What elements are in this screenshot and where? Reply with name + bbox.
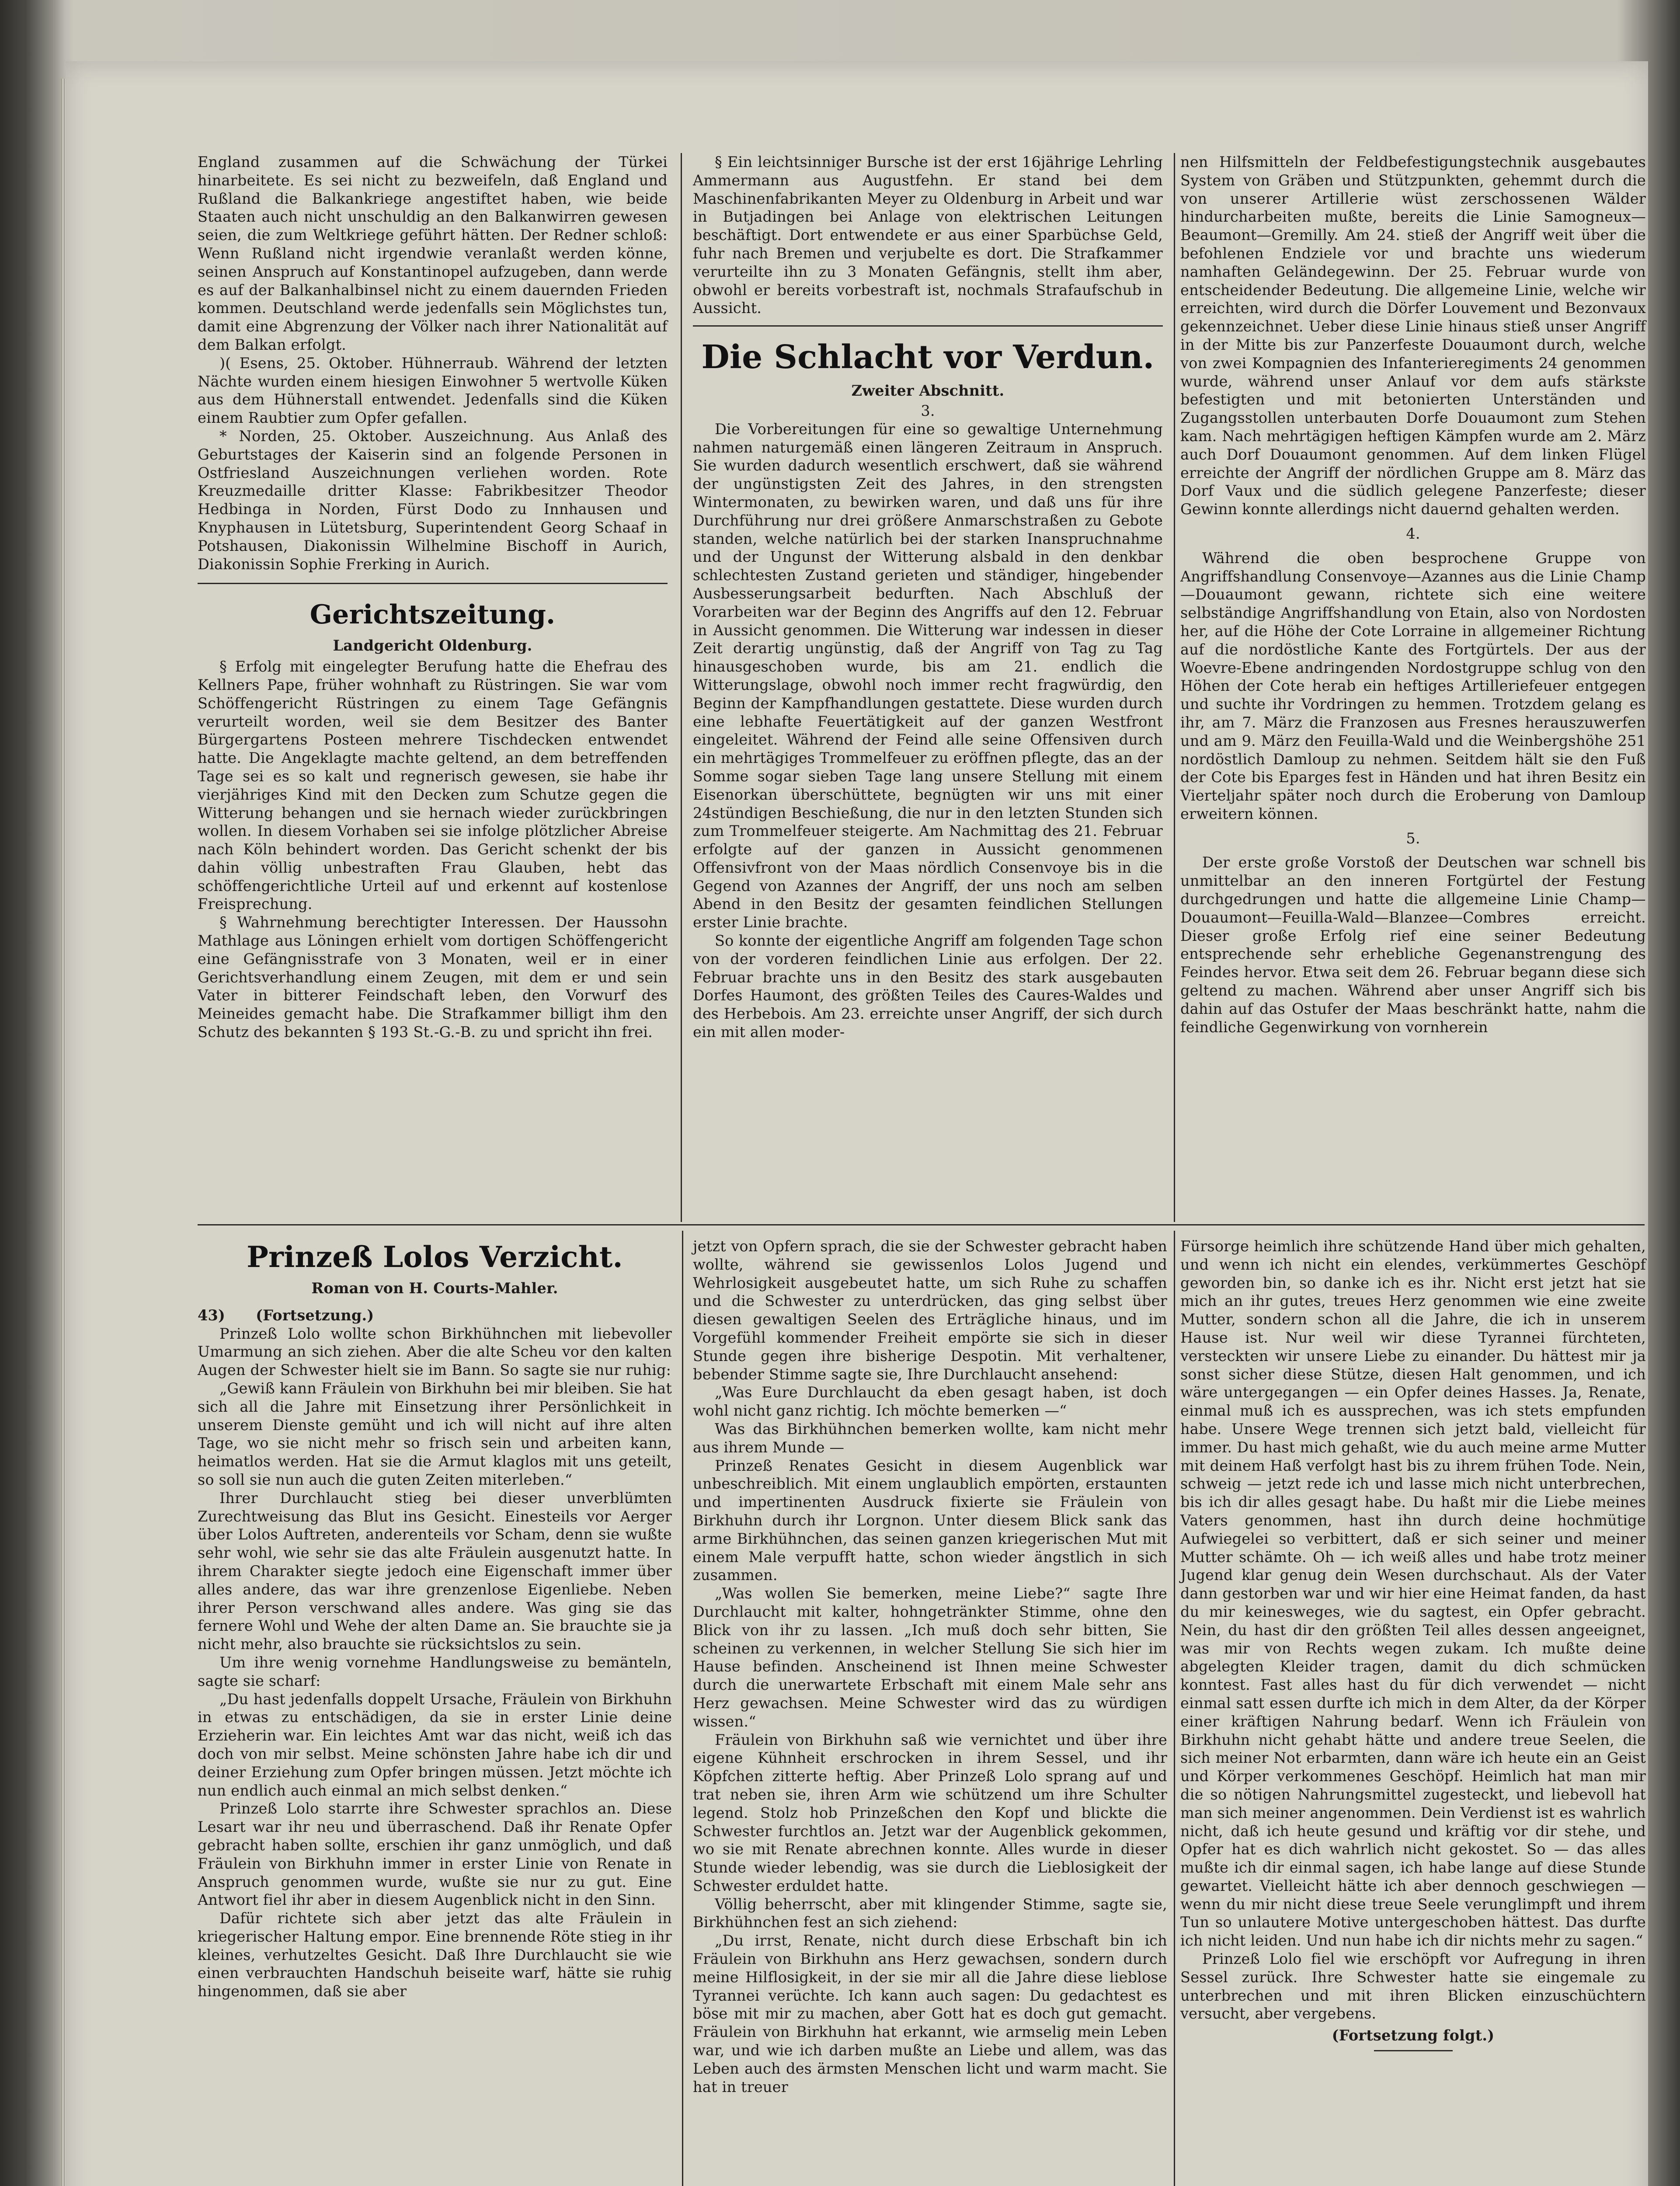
article-title: Die Schlacht vor Verdun. <box>701 338 1155 376</box>
paragraph: jetzt von Opfern sprach, die sie der Schwester gebracht haben wollte, während sie gewissenlos Lolos Jugend und Wehrlosigkeit ausgebeutet hatte, um sich Ruhe zu schaffen und die Schwester zu unterdrücken, das ging selbst über diesen gewaltigen Seelen des Erträgliche hinaus, und im Vorgefühl kommender Freiheit empörte sie sich in dieser Stunde gegen ihre bisherige Despotin. Mit verhaltener, bebender Stimme sagte sie, Ihre Durchlaucht ansehend: <box>693 1238 1167 1383</box>
article-subtitle: Zweiter Abschnitt. <box>851 382 1005 400</box>
continuation-note: (Fortsetzung.) <box>256 1306 374 1324</box>
column-rule <box>1174 1231 1175 2186</box>
novel-column-2 <box>693 1237 1167 2096</box>
paragraph: Um ihre wenig vornehme Handlungsweise zu bemänteln, sagte sie scharf: <box>198 1653 672 1689</box>
novel-column-3 <box>1180 1237 1646 2057</box>
paragraph: So konnte der eigentliche Angriff am folgenden Tage schon von der vorderen feindlichen Linie aus erfolgen. Der 22. Februar brachte uns in den Besitz des stark ausgebauten Dorfes Haumont, des größten Teiles des Caures-Waldes und des Herbebois. Am 23. erreichte unser Angriff, der sich durch ein mit allen moder- <box>693 932 1163 1041</box>
paragraph: „Du irrst, Renate, nicht durch diese Erbschaft bin ich Fräulein von Birkhuhn ans Herz gewachsen, sondern durch meine Hilflosigkeit, in der sie mir all die Jahre diese lieblose Tyrannei verüchte. Ich kann auch sagen: Du gedachtest es böse mit mir zu machen, aber Gott hat es doch gut gemacht. Fräulein von Birkhuhn hat erkannt, wie armselig mein Leben war, und wie ich darben mußte an Liebe und allem, was das Leben auch des ärmsten Menschen licht und warm macht. Sie hat in treuer <box>693 1932 1167 2095</box>
paragraph: „Du hast jedenfalls doppelt Ursache, Fräulein von Birkhuhn in etwas zu entschädigen, da sie in erster Linie deine Erzieherin war. Ein leichtes Amt war das nicht, weiß ich das doch von mir selbst. Meine schönsten Jahre habe ich dir und deiner Erziehung zum Opfer bringen müssen. Jetzt möchte ich nun endlich auch einmal an mich selbst denken.“ <box>198 1690 672 1799</box>
paragraph: Die Vorbereitungen für eine so gewaltige Unternehmung nahmen naturgemäß einen längeren Zeitraum in Anspruch. Sie wurden dadurch wesentlich erschwert, daß sie während der ungünstigsten Zeit des Jahres, in den strengsten Wintermonaten, zu bewirken waren, und daß uns für ihre Durchführung nur drei größere Anmarschstraßen zu Gebote standen, welche natürlich bei der starken Inanspruchnahme und der Ungunst der Witterung alsbald in den denkbar schlechtesten Zustand gerieten und ständiger, hingebender Ausbesserungsarbeit bedurften. Nach Abschluß der Vorarbeiten war der Beginn des Angriffs auf den 12. Februar in Aussicht genommen. Die Witterung war indessen in dieser Zeit derartig ungünstig, daß der Angriff von Tag zu Tag hinausgeschoben wurde, bis am 21. endlich die Witterungslage, obwohl noch immer recht fragwürdig, den Beginn der Kampfhandlungen gestattete. Diese wurden durch eine lebhafte Feuertätigkeit auf der ganzen Westfront eingeleitet. Während der Feind alle seine Offensiven durch ein mehrtägiges Trommelfeuer zu eröffnen pflegte, das an der Somme sogar sieben Tage lang unsere Stellung mit einem Eisenorkan überschüttete, begnügten wir uns mit einer 24stündigen Beschießung, die nur in den letzten Stunden sich zum Trommelfeuer steigerte. Am Nachmittag des 21. Februar erfolgte auf der ganzen in Aussicht genommenen Offensivfront von der Maas nördlich Consenvoye bis in die Gegend von Azannes der Angriff, der uns noch am selben Abend in den Besitz der gesamten feindlichen Stellungen erster Linie brachte. <box>693 420 1163 931</box>
section-number: 3. <box>921 402 935 419</box>
column-rule <box>681 153 682 1222</box>
novel-byline: Roman von H. Courts-Mahler. <box>311 1280 558 1297</box>
paragraph: Prinzeß Lolo fiel wie erschöpft vor Aufregung in ihren Sessel zurück. Ihre Schwester hatte sie eingemale zu unterbrechen und mit ihren Blicken einzuschüchtern versucht, aber vergebens. <box>1180 1950 1646 2022</box>
to-be-continued: (Fortsetzung folgt.) <box>1332 2027 1495 2044</box>
top-middle-column <box>693 153 1163 1041</box>
column-rule <box>1174 153 1175 1222</box>
paragraph: § Wahrnehmung berechtigter Interessen. Der Haussohn Mathlage aus Löningen erhielt vom dortigen Schöffengericht eine Gefängnisstrafe von 3 Monaten, weil er in einer Gerichtsverhandlung einem Zeugen, mit dem er und sein Vater in bitterer Feindschaft leben, den Vorwurf des Meineides gemacht habe. Die Strafkammer billigt ihm den Schutz des bekannten § 193 St.-G.-B. zu und spricht ihn frei. <box>198 914 668 1041</box>
paragraph: „Gewiß kann Fräulein von Birkhuhn bei mir bleiben. Sie hat sich all die Jahre mit Einsetzung ihrer Persönlichkeit in unserem Dienste gemüht und ich will nicht auf ihre alten Tage, wo sie nicht mehr so frisch sein und arbeiten kann, heimatlos werden. Hat sie die Armut klaglos mit uns geteilt, so soll sie nun auch die guten Zeiten miterleben.“ <box>198 1379 672 1488</box>
installment-number: 43) <box>198 1306 226 1324</box>
section-title: Gerichtszeitung. <box>310 599 556 630</box>
paragraph: Prinzeß Lolo wollte schon Birkhühnchen mit liebevoller Umarmung an sich ziehen. Aber die alte Scheu vor den kalten Augen der Schwester hielt sie im Bann. So sagte sie nur ruhig: <box>198 1325 672 1379</box>
paragraph: * Norden, 25. Oktober. Auszeichnung. Aus Anlaß des Geburtstages der Kaiserin sind an folgende Personen in Ostfriesland Auszeichnungen verliehen worden. Rote Kreuzmedaille dritter Klasse: Fabrikbesitzer Theodor Hedbinga in Norden, Fürst Dodo zu Innhausen und Knyphausen in Lütetsburg, Superintendent Georg Schaaf in Potshausen, Diakonissin Wilhelmine Bischoff in Aurich, Diakonissin Sophie Frerking in Aurich. <box>198 427 668 573</box>
paragraph: § Ein leichtsinniger Bursche ist der erst 16jährige Lehrling Ammermann aus Augustfehn. Er stand bei dem Maschinenfabrikanten Meyer zu Oldenburg in Arbeit und war in Butjadingen bei Anlage von elektrischen Leitungen beschäftigt. Dort entwendete er aus einer Sparbüchse Geld, fuhr nach Bremen und verjubelte es dort. Die Strafkammer verurteilte ihn zu 3 Monaten Gefängnis, stellt ihm aber, obwohl er bereits vorbestraft ist, nochmals Strafaufschub in Aussicht. <box>693 153 1163 317</box>
paragraph: Während die oben besprochene Gruppe von Angriffshandlung Consenvoye—Azannes aus die Linie Champ—Douaumont gewann, richtete sich eine weitere selbständige Angriffshandlung von Etain, also von Nordosten her, auf die Höhe der Cote Lorraine in allgemeiner Richtung auf die nordöstliche Kante des Fortgürtels. Der aus der Woevre-Ebene andringenden Nordostgruppe schlug von den Höhen der Cote herab ein heftiges Artilleriefeuer entgegen und suchte ihr Vordringen zu hemmen. Trotzdem gelang es ihr, am 7. März die Franzosen aus Fresnes herauszuwerfen und am 9. März den Feuilla-Wald und die Weinbergshöhe 251 nordöstlich Damloup zu nehmen. Seitdem hält sie den Fuß der Cote bis Eparges fest in Händen und hat ihren Besitz ein Vierteljahr später noch durch die Eroberung von Damloup erweitern können. <box>1180 549 1646 822</box>
paragraph: England zusammen auf die Schwächung der Türkei hinarbeitete. Es sei nicht zu bezweifeln, daß England und Rußland die Balkankriege angestiftet haben, wie beide Staaten auch nicht unschuldig an den Balkanwirren gewesen seien, die zum Weltkriege geführt hätten. Der Redner schloß: Wenn Rußland nicht irgendwie veranlaßt werden könne, seinen Anspruch auf Konstantinopel aufzugeben, dann werde es auf der Balkanhalbinsel nicht zu einem dauernden Frieden kommen. Deutschland werde jedenfalls sein Möglichstes tun, damit eine Abgrenzung der Völker nach ihrer Nationalität auf dem Balkan erfolgt. <box>198 153 668 353</box>
paragraph: Fräulein von Birkhuhn saß wie vernichtet und über ihre eigene Kühnheit erschrocken in ihrem Sessel, und ihr Köpfchen zitterte heftig. Aber Prinzeß Lolo sprang auf und trat neben sie, ihren Arm wie schützend um ihre Schulter legend. Stolz hob Prinzeßchen den Kopf und blickte die Schwester furchtlos an. Jetzt war der Augenblick gekommen, wo sie mit Renate abrechnen konnte. Alles wurde in dieser Stunde wieder lebendig, was sie durch die Lieblosigkeit der Schwester erduldet hatte. <box>693 1731 1167 1894</box>
section-rule <box>693 325 1163 327</box>
page-divider <box>198 1224 1645 1225</box>
section-number: 5. <box>1406 829 1420 847</box>
paragraph: Was das Birkhühnchen bemerken wollte, kam nicht mehr aus ihrem Munde — <box>693 1420 1167 1456</box>
paragraph: § Erfolg mit eingelegter Berufung hatte die Ehefrau des Kellners Pape, früher wohnhaft zu Rüstringen. Sie war vom Schöffengericht Rüstringen zu einem Tage Gefängnis verurteilt worden, weil sie dem Besitzer des Banter Bürgergartens Posteen mehrere Tischdecken entwendet hatte. Die Angeklagte machte geltend, an dem betreffenden Tage sei es so kalt und regnerisch gewesen, sie habe ihr vierjähriges Kind mit den Decken zum Schutze gegen die Witterung behangen und sie hernach wieder zurückbringen wollen. In diesem Vorhaben sei sie infolge plötzlicher Abreise nach Köln behindert worden. Das Gericht schenkt der bis dahin völlig unbestraften Frau Glauben, hebt das schöffengerichtliche Urteil auf und erkennt auf kostenlose Freisprechung. <box>198 658 668 913</box>
top-left-column <box>198 153 668 1041</box>
paragraph: Prinzeß Lolo starrte ihre Schwester sprachlos an. Diese Lesart war ihr neu und überraschend. Daß ihr Renate Opfer gebracht haben sollte, erschien ihr ganz unmöglich, und daß Fräulein von Birkhuhn immer in erster Linie von Renate in Anspruch genommen wurde, wußte sie nur zu gut. Eine Antwort fiel ihr aber in diesem Augenblick nicht in den Sinn. <box>198 1800 672 1909</box>
section-rule <box>198 583 668 584</box>
paragraph: „Was Eure Durchlaucht da eben gesagt haben, ist doch wohl nicht ganz richtig. Ich möchte bemerken —“ <box>693 1384 1167 1420</box>
court-title: Landgericht Oldenburg. <box>333 637 532 654</box>
paragraph: Dafür richtete sich aber jetzt das alte Fräulein in kriegerischer Haltung empor. Eine brennende Röte stieg in ihr kleines, verhutzeltes Gesicht. Daß Ihre Durchlaucht sie wie einen verbrauchten Handschuh beiseite warf, hätte sie ruhig hingenommen, daß sie aber <box>198 1910 672 2000</box>
paragraph: Fürsorge heimlich ihre schützende Hand über mich gehalten, und wenn ich nicht ein elendes, verkümmertes Geschöpf geworden bin, so danke ich es ihr. Nicht erst jetzt hat sie mich an ihr gutes, treues Herz genommen wie eine zweite Mutter, sondern schon all die Jahre, die ich in unserem Hause ist. Nur weil wir diese Tyrannei fürchteten, versteckten wir unsere Liebe zu einander. Du hättest mir ja sonst sicher diese Stütze, diesen Halt genommen, und ich wäre untergegangen — ein Opfer deines Hasses. Ja, Renate, einmal muß ich es aussprechen, was ich stets empfunden habe. Unsere Wege trennen sich jetzt bald, vielleicht für immer. Du hast mich gehaßt, wie du auch meine arme Mutter mit deinem Haß verfolgt hast bis zu ihrem frühen Tode. Nein, schweig — jetzt rede ich und lasse mich nicht unterbrechen, bis ich dir alles gesagt habe. Du haßt mir die Liebe meines Vaters genommen, hast ihn durch deine hochmütige Aufwiegelei so verbittert, daß er sich seiner und meiner Mutter schämte. Oh — ich weiß alles und habe trotz meiner Jugend klar genug dein Wesen durchschaut. Als der Vater dann gestorben war und wir hier eine Heimat fanden, da hast du mir keinesweges, wie du sagtest, ein Opfer gebracht. Nein, du hast dir den größten Teil alles dessen angeeignet, was mir von Rechts wegen zukam. Ich mußte deine abgelegten Kleider tragen, damit du dich schmücken konntest. Fast alles hast du für dich verwendet — nicht einmal satt essen durfte ich mich in dem Alter, da der Körper einer kräftigen Nahrung bedarf. Wenn ich Fräulein von Birkhuhn nicht gehabt hätte und andere treue Seelen, die sich meiner Not erbarmten, dann wäre ich heute ein an Geist und Körper verkommenes Geschöpf. Heimlich hat man mir die so nötigen Nahrungsmittel zugesteckt, und liebevoll hat man sich meiner angenommen. Dein Verdienst ist es wahrlich nicht, daß ich heute gesund und kräftig vor dir stehe, und Opfer hat es dich wahrlich nicht gekostet. So — das alles mußte ich dir einmal sagen, ich habe lange auf diese Stunde gewartet. Vielleicht hätte ich aber dennoch geschwiegen — wenn du mir nicht diese treue Seele verunglimpft und ihrem Tun so unlautere Motive untergeschoben hättest. Das durfte ich nicht leiden. Und nun habe ich dir nichts mehr zu sagen.“ <box>1180 1238 1646 1949</box>
paragraph: „Was wollen Sie bemerken, meine Liebe?“ sagte Ihre Durchlaucht mit kalter, hohngetränkter Stimme, ohne den Blick von ihr zu lassen. „Ich muß doch sehr bitten, Sie scheinen zu verkennen, in welcher Stellung Sie sich hier im Hause befinden. Anscheinend ist Ihnen meine Schwester durch die unerwartete Erbschaft mit einem Male sehr ans Herz gewachsen. Meine Schwester wird das zu würdigen wissen.“ <box>693 1585 1167 1730</box>
section-number: 4. <box>1406 525 1420 542</box>
end-rule <box>1374 2050 1453 2051</box>
paragraph: Der erste große Vorstoß der Deutschen war schnell bis unmittelbar an den inneren Fortgürtel der Festung durchgedrungen und hatte die allgemeine Linie Champ—Douaumont—Feuilla-Wald—Blanzee—Combres erreicht. Dieser große Erfolg rief eine seiner Bedeutung entsprechende sehr erhebliche Gegenanstrengung des Feindes hervor. Etwa seit dem 26. Februar begann diese sich geltend zu machen. Während aber unser Angriff sich bis dahin auf das Ostufer der Maas beschränkt hatte, nahm die feindliche Gegenwirkung von vornherein <box>1180 854 1646 1036</box>
paragraph: Prinzeß Renates Gesicht in diesem Augenblick war unbeschreiblich. Mit einem unglaublich empörten, erstaunten und impertinenten Ausdruck fixierte sie Fräulein von Birkhuhn durch ihr Lorgnon. Unter diesem Blick sank das arme Birkhühnchen, das seinen ganzen kriegerischen Mut mit einem Male verpufft hatte, schon wieder ängstlich in sich zusammen. <box>693 1457 1167 1584</box>
paragraph: )( Esens, 25. Oktober. Hühnerraub. Während der letzten Nächte wurden einem hiesigen Einwohner 5 wertvolle Küken aus dem Hühnerstall entwendet. Jedenfalls sind die Küken einem Raubtier zum Opfer gefallen. <box>198 354 668 427</box>
paragraph: nen Hilfsmitteln der Feldbefestigungstechnik ausgebautes System von Gräben und Stützpunkten, gehemmt durch die von unserer Artillerie wüst zerschossenen Wälder hindurcharbeiten mußte, bereits die Linie Samogneux—Beaumont—Gremilly. Am 24. stieß der Angriff weit über die befohlenen Endziele vor und brachte uns wiederum namhaften Geländegewinn. Der 25. Februar wurde von entscheidender Bedeutung. Die allgemeine Linie, welche wir erreichten, wird durch die Dörfer Louvement und Bezonvaux gekennzeichnet. Ueber diese Linie hinaus stieß unser Angriff in der Mitte bis zur Panzerfeste Douaumont durch, welche von zwei Kompagnien des Infanterieregiments 24 genommen wurde, während unser Anlauf vor dem aufs stärkste befestigten und mit betonierten Unterständen und Zugangsstollen unterbauten Dorfe Douaumont zum Stehen kam. Nach mehrtägigen heftigen Kämpfen wurde am 2. März auch Dorf Douaumont genommen. Auf dem linken Flügel erreichte der Angriff der nördlichen Gruppe am 8. März das Dorf Vaux und die südlich gelegene Panzerfeste; dieser Gewinn konnte allerdings nicht dauernd gehalten werden. <box>1180 153 1646 518</box>
novel-title: Prinzeß Lolos Verzicht. <box>247 1240 623 1274</box>
paragraph: Ihrer Durchlaucht stieg bei dieser unverblümten Zurechtweisung das Blut ins Gesicht. Einesteils vor Aerger über Lolos Auftreten, anderenteils vor Scham, denn sie wußte sehr wohl, wie sehr sie das alte Fräulein ausgenutzt hatte. In ihrem Charakter siegte jedoch eine Eigenschaft immer über alles andere, das war ihre grenzenlose Eigenliebe. Neben ihrer Person verschwand alles andere. Was ging sie das fernere Wohl und Wehe der alten Dame an. Sie brauchte sie ja nicht mehr, also brauchte sie rücksichtslos zu sein. <box>198 1489 672 1653</box>
column-rule <box>682 1231 683 2186</box>
novel-column-1 <box>198 1237 672 2001</box>
installment-line <box>198 1306 672 1325</box>
top-right-column <box>1180 153 1646 1036</box>
paragraph: Völlig beherrscht, aber mit klingender Stimme, sagte sie, Birkhühnchen fest an sich ziehend: <box>693 1895 1167 1931</box>
